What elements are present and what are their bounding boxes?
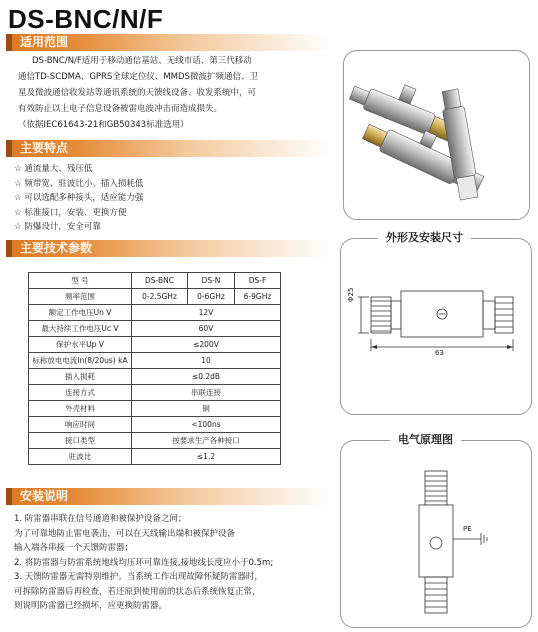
table-cell: 最大持续工作电压Uc V: [29, 321, 132, 337]
dimensions-title: 外形及安装尺寸: [378, 231, 471, 245]
schematic-title: 电气原理图: [390, 433, 461, 447]
table-cell: 按要求生产各种接口: [132, 433, 281, 449]
feature-list: [14, 162, 143, 235]
section-label: 安装说明: [20, 489, 69, 503]
page-title: DS-BNC/N/F: [8, 4, 164, 34]
table-cell: ≤200V: [132, 337, 281, 353]
install-line: 可拆除防雷器后再检查，若还原到使用前的状态后系统恢复正常，: [14, 586, 261, 597]
dimension-drawing: [341, 239, 531, 414]
table-cell: 接口类型: [29, 433, 132, 449]
table-cell: 驻波比: [29, 449, 132, 465]
product-photo-panel: [343, 50, 530, 220]
table-cell: 6-9GHz: [235, 289, 281, 305]
table-cell: 外壳材料: [29, 401, 132, 417]
table-cell: 0-6GHz: [188, 289, 235, 305]
application-line: 星及微波通信收发站等通讯系统的天馈线设备、收发系统中，可: [18, 88, 257, 98]
table-cell: <100ns: [132, 417, 281, 433]
table-cell: DS-F: [235, 273, 281, 289]
application-line: 有效防止以上电子信息设备被雷电波冲击而造成损失。: [18, 104, 223, 114]
application-text: [18, 53, 340, 133]
feature-item: ☆ 频带宽、驻波比小、插入损耗低: [14, 178, 144, 189]
table-row: [29, 385, 281, 401]
dimension-height-label: Φ25: [347, 287, 355, 302]
schematic-panel: [340, 440, 532, 628]
install-text: [14, 512, 273, 614]
table-row: [29, 401, 281, 417]
table-cell: 铜: [132, 401, 281, 417]
table-row: [29, 433, 281, 449]
table-row: [29, 369, 281, 385]
section-header-install: [6, 488, 331, 505]
table-row: [29, 449, 281, 465]
application-line: DS-BNC/N/F适用于移动通信基站、无线市话、第三代移动: [32, 56, 252, 66]
table-cell: 额定工作电压Un V: [29, 305, 132, 321]
table-cell: 响应时间: [29, 417, 132, 433]
table-row: [29, 305, 281, 321]
table-cell: 连接方式: [29, 385, 132, 401]
application-line: （依据IEC61643-21和GB50343标准选用）: [18, 120, 189, 130]
table-row: [29, 337, 281, 353]
table-cell: 60V: [132, 321, 281, 337]
table-cell: 0-2.5GHz: [132, 289, 188, 305]
section-label: 适用范围: [20, 35, 69, 49]
product-photo: [344, 51, 529, 219]
feature-item: ☆ 标准接口，安装、更换方便: [14, 207, 127, 218]
table-row: [29, 289, 281, 305]
application-line: 通信TD-SCDMA、GPRS全球定位仪、MMDS微波扩频通信、卫: [18, 72, 258, 82]
dimension-length-label: 63: [435, 349, 444, 357]
table-row: [29, 417, 281, 433]
table-cell: 型 号: [29, 273, 132, 289]
table-cell: 10: [132, 353, 281, 369]
dimensions-panel: [340, 238, 532, 415]
table-cell: 串联连接: [132, 385, 281, 401]
section-header-specs: [6, 240, 331, 257]
table-cell: 12V: [132, 305, 281, 321]
table-cell: 插入损耗: [29, 369, 132, 385]
spec-table: [28, 272, 281, 465]
section-header-features: [6, 140, 331, 157]
table-row: [29, 353, 281, 369]
install-line: 2. 将防雷器与防雷系统地线均压环可靠连接,接地线长度应小于0.5m;: [14, 557, 274, 568]
install-line: 输入端各串接一个天馈防雷器；: [14, 543, 134, 553]
section-label: 主要特点: [20, 141, 69, 155]
install-line: 1. 防雷器串联在信号通道和被保护设备之间；: [14, 514, 187, 524]
feature-item: ☆ 可以选配多种接头，适应能力强: [14, 193, 144, 203]
install-line: 则说明防雷器已经损坏，应更换防雷器。: [14, 601, 168, 611]
table-cell: 保护水平Up V: [29, 337, 132, 353]
table-cell: 频率范围: [29, 289, 132, 305]
table-cell: ≤0.2dB: [132, 369, 281, 385]
schematic-drawing: [341, 441, 531, 627]
table-cell: DS-BNC: [132, 273, 188, 289]
install-line: 为了可靠地防止雷电袭击，可以在天线输出端和被保护设备: [14, 528, 236, 539]
feature-item: ☆ 防爆设计，安全可靠: [14, 222, 101, 232]
table-cell: DS-N: [188, 273, 235, 289]
feature-item: ☆ 通流量大、残压低: [14, 164, 93, 174]
section-header-application: [6, 34, 331, 51]
section-label: 主要技术参数: [20, 241, 93, 255]
table-row: [29, 273, 281, 289]
table-row: [29, 321, 281, 337]
table-cell: 标称放电电流In(8/20us) kA: [29, 353, 132, 369]
pe-label: PE: [463, 525, 472, 533]
install-line: 3. 天馈防雷器无需特别维护。当系统工作出现故障怀疑防雷器时，: [14, 572, 263, 582]
table-cell: ≤1.2: [132, 449, 281, 465]
